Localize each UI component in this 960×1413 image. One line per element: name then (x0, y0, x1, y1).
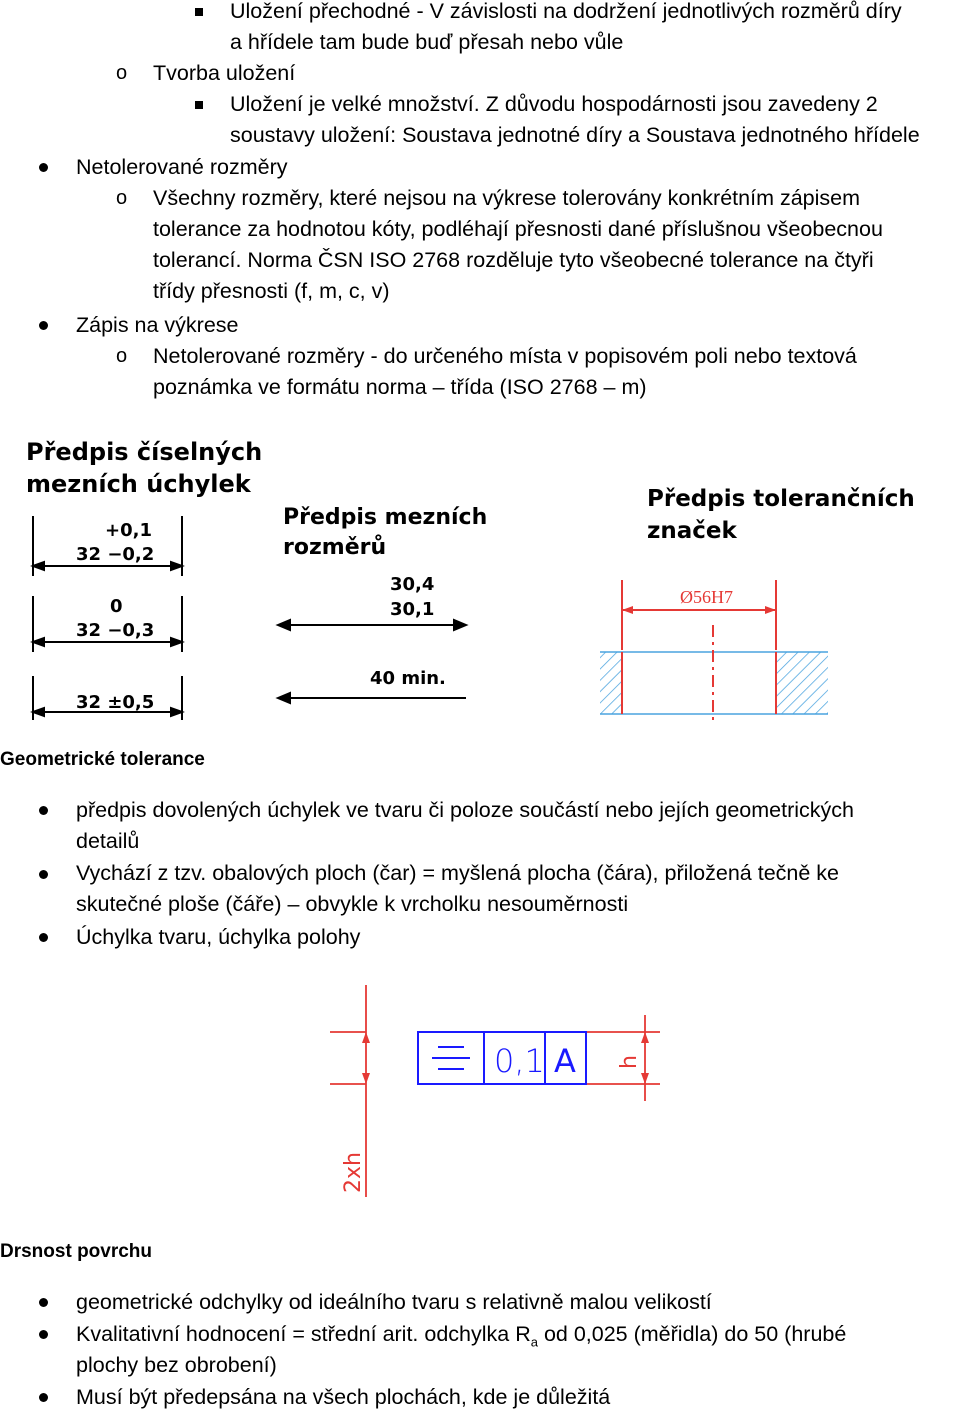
section-heading: Drsnost povrchu (0, 1241, 153, 1262)
square-bullet-icon (195, 8, 203, 16)
bullet-icon (39, 321, 48, 330)
limit-lower: 30,1 (390, 599, 435, 620)
paragraph-line: tolerance za hodnotou kóty, podléhají přesnosti dané příslušnou všeobecnou (153, 217, 883, 241)
list-item-text: Tvorba uložení (153, 61, 296, 85)
list-item-text: Vychází z tzv. obalových ploch (čar) = myšlená plocha (čára), přiložená tečně ke (76, 861, 839, 885)
section-title: Zápis na výkrese (76, 313, 239, 337)
square-bullet-icon (195, 101, 203, 109)
dim1-upper: +0,1 (105, 520, 152, 541)
limit-dimension (278, 620, 466, 703)
dim2-upper: 0 (110, 596, 123, 617)
circle-bullet-icon: o (116, 345, 128, 367)
dim3-label: 32 ±0,5 (76, 692, 155, 713)
bullet-icon (39, 806, 48, 815)
bullet-icon (39, 163, 48, 172)
circle-bullet-icon: o (116, 62, 128, 84)
section-title: Netolerované rozměry (76, 155, 288, 179)
frame-dimension-lines (330, 985, 660, 1197)
figure-title-b: Předpis mezních (283, 505, 488, 530)
figure-title-b: rozměrů (283, 535, 387, 560)
list-item-text: Musí být předepsána na všech plochách, kde je důležitá (76, 1385, 611, 1409)
bullet-icon (39, 933, 48, 942)
figure-title-c: značek (647, 518, 737, 544)
list-item-text: Uložení přechodné - V závislosti na dodržení jednotlivých rozměrů díry (230, 0, 902, 23)
dim2-main: 32 −0,3 (76, 620, 155, 641)
tolerance-figure (0, 420, 960, 740)
list-item-text: Úchylka tvaru, úchylka polohy (76, 925, 361, 949)
figure-title-c: Předpis tolerančních (647, 486, 915, 512)
paragraph-line: třídy přesnosti (f, m, c, v) (153, 279, 390, 303)
text-part: od 0,025 (měřidla) do 50 (hrubé (537, 1322, 847, 1346)
list-item-text: skutečné ploše (čáře) – obvykle k vrcholku nesouměrnosti (76, 892, 629, 916)
bullet-icon (39, 1330, 48, 1339)
double-height-label: 2xh (341, 1152, 366, 1193)
circle-bullet-icon: o (116, 187, 128, 209)
limit-upper: 30,4 (390, 574, 435, 595)
section-heading: Geometrické tolerance (0, 749, 205, 770)
min-label: 40 min. (370, 668, 446, 689)
paragraph-line: Netolerované rozměry - do určeného místa v popisovém poli nebo textová (153, 344, 857, 368)
list-item-text: detailů (76, 829, 140, 853)
bullet-icon (39, 1298, 48, 1307)
list-item-text: a hřídele tam bude buď přesah nebo vůle (230, 30, 624, 54)
height-label: h (617, 1055, 642, 1069)
subscript: a (530, 1334, 538, 1350)
list-item-text: geometrické odchylky od ideálního tvaru s relativně malou velikostí (76, 1290, 712, 1314)
list-item-text: plochy bez obrobení) (76, 1353, 277, 1377)
list-item-text: soustavy uložení: Soustava jednotné díry a Soustava jednotného hřídele (230, 123, 920, 147)
datum-letter: A (554, 1042, 576, 1080)
bullet-icon (39, 870, 48, 879)
list-item-text: předpis dovolených úchylek ve tvaru či poloze součástí nebo jejích geometrických (76, 798, 854, 822)
paragraph-line: Všechny rozměry, které nejsou na výkrese tolerovány konkrétním zápisem (153, 186, 861, 210)
figure-title-a: mezních úchylek (26, 470, 251, 498)
list-item-text: Uložení je velké množství. Z důvodu hospodárnosti jsou zavedeny 2 (230, 92, 878, 116)
bullet-icon (39, 1393, 48, 1402)
dim1-main: 32 −0,2 (76, 544, 155, 565)
tolerance-value: 0,1 (494, 1042, 545, 1080)
text-part: Kvalitativní hodnocení = střední arit. odchylka R (76, 1322, 531, 1346)
figure-title-a: Předpis číselných (26, 438, 263, 466)
tol-mark-label: Ø56H7 (680, 587, 733, 607)
tolerance-frame-figure (300, 975, 700, 1205)
paragraph-line: tolerancí. Norma ČSN ISO 2768 rozděluje tyto všeobecné tolerance na čtyři (153, 248, 874, 272)
paragraph-line: poznámka ve formátu norma – třída (ISO 2768 – m) (153, 375, 647, 399)
